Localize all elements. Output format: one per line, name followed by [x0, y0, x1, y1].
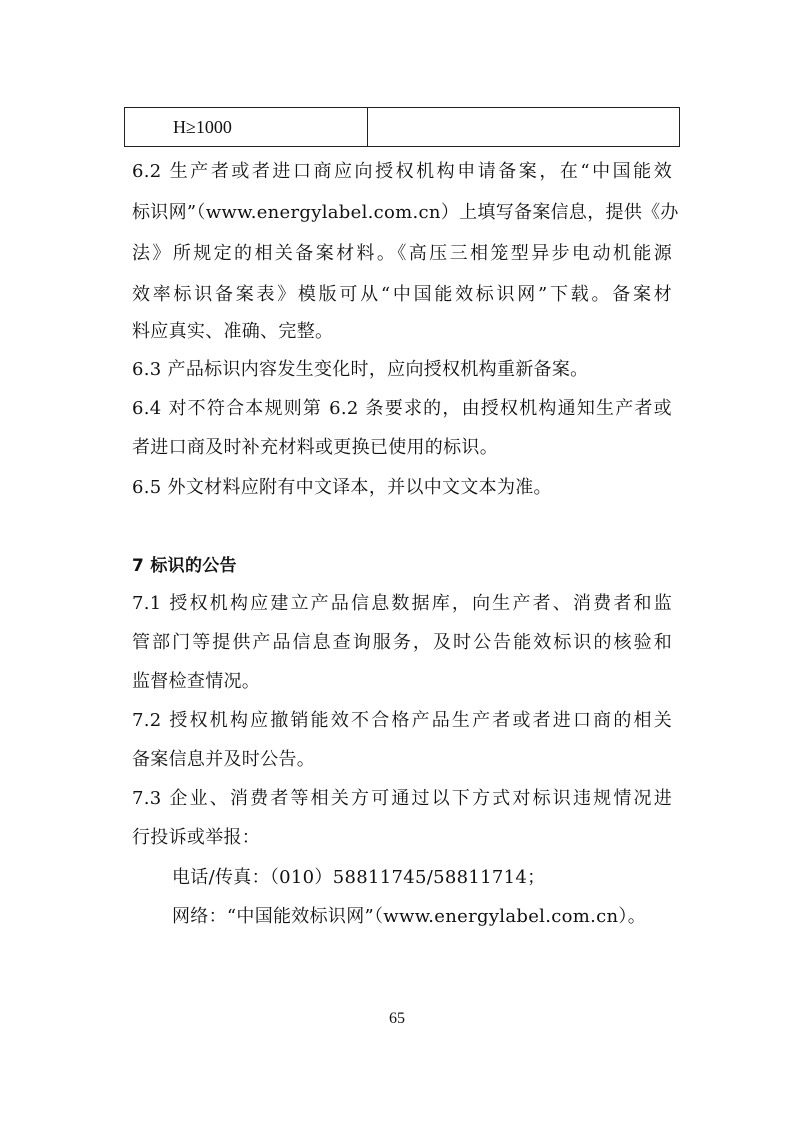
table-cell-value — [368, 108, 679, 146]
contact-phone: 电话/传真：（010）58811745/58811714； — [172, 867, 546, 888]
spec-table — [124, 107, 680, 147]
paragraph-line: 备案信息并及时公告。 — [132, 749, 315, 770]
section-heading: 7 标识的公告 — [132, 556, 237, 576]
paragraph-line: 行投诉或举报： — [132, 827, 261, 848]
contact-web: 网络：“中国能效标识网”（www.energylabel.com.cn）。 — [172, 906, 647, 927]
page-number: 65 — [389, 1010, 405, 1027]
paragraph-line: 效率标识备案表》模版可从“中国能效标识网”下载。备案材 — [132, 284, 672, 305]
paragraph-line: 监督检查情况。 — [132, 671, 261, 692]
paragraph-line: 料应真实、准确、完整。 — [132, 321, 334, 342]
paragraph-line: 6.2 生产者或者进口商应向授权机构申请备案，在“中国能效 — [132, 161, 672, 182]
table-cell-label: H≥1000 — [125, 108, 368, 146]
paragraph-line: 7.1 授权机构应建立产品信息数据库，向生产者、消费者和监 — [132, 593, 672, 614]
paragraph-line: 7.2 授权机构应撤销能效不合格产品生产者或者进口商的相关 — [132, 710, 672, 731]
paragraph-line: 标识网”（www.energylabel.com.cn）上填写备案信息，提供《办 — [132, 202, 679, 223]
paragraph-line: 法》所规定的相关备案材料。《高压三相笼型异步电动机能源 — [132, 243, 672, 264]
paragraph-line: 者进口商及时补充材料或更换已使用的标识。 — [132, 437, 498, 458]
paragraph-line: 6.4 对不符合本规则第 6.2 条要求的，由授权机构通知生产者或 — [132, 398, 672, 419]
paragraph-line: 管部门等提供产品信息查询服务，及时公告能效标识的核验和 — [132, 632, 672, 653]
paragraph-line: 7.3 企业、消费者等相关方可通过以下方式对标识违规情况进 — [132, 788, 672, 809]
paragraph-line: 6.5 外文材料应附有中文译本，并以中文文本为准。 — [132, 477, 552, 498]
paragraph-line: 6.3 产品标识内容发生变化时，应向授权机构重新备案。 — [132, 359, 589, 380]
